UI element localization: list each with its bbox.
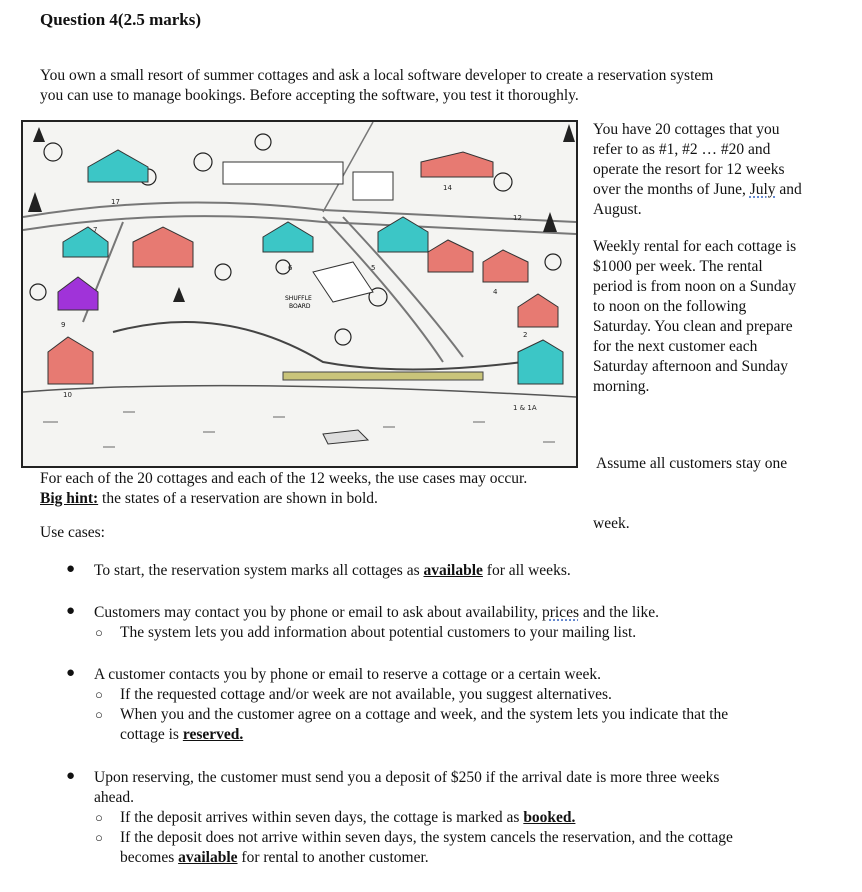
sub-bullet-circle: ○ bbox=[95, 707, 103, 722]
sub-bullet-circle: ○ bbox=[95, 830, 103, 845]
map-label-12: 12 bbox=[513, 214, 522, 222]
side-line: Weekly rental for each cottage is bbox=[593, 238, 797, 255]
side-line: Saturday. You clean and prepare bbox=[593, 318, 793, 335]
map-label-14: 14 bbox=[443, 184, 452, 192]
intro-line: you can use to manage bookings. Before accepting the software, you test it thoroughly. bbox=[40, 87, 579, 104]
side-line: Saturday afternoon and Sunday bbox=[593, 358, 788, 375]
side-line: for the next customer each bbox=[593, 338, 758, 355]
use-case-3: A customer contacts you by phone or email to reserve a cottage or a certain week. bbox=[94, 666, 601, 683]
map-label-9: 9 bbox=[61, 321, 66, 329]
sub-bullet-circle: ○ bbox=[95, 687, 103, 702]
question-title: Question 4(2.5 marks) bbox=[40, 10, 202, 29]
resort-map-image bbox=[21, 120, 578, 468]
side-line: Assume all customers stay one bbox=[593, 455, 788, 472]
bullet-dot: ● bbox=[66, 768, 76, 784]
map-label-1: 1 & 1A bbox=[513, 404, 537, 412]
after-map-paragraph bbox=[40, 469, 840, 509]
side-line: operate the resort for 12 weeks bbox=[593, 161, 785, 178]
bullet-dot: ● bbox=[66, 665, 76, 681]
spellcheck-word: prices bbox=[541, 604, 579, 621]
hint-label: Big hint: bbox=[40, 490, 99, 507]
map-label-2: 2 bbox=[523, 331, 528, 339]
intro-line: You own a small resort of summer cottages and ask a local software developer to create a reservation system bbox=[40, 67, 714, 84]
sub-bullet-circle: ○ bbox=[95, 810, 103, 825]
bullet-dot: ● bbox=[66, 603, 76, 619]
intro-paragraph bbox=[40, 66, 830, 106]
side-line: August. bbox=[593, 201, 642, 218]
side-line: week. bbox=[593, 515, 630, 532]
side-line: over the months of June, July and bbox=[593, 181, 802, 198]
sub-bullet-circle: ○ bbox=[95, 625, 103, 640]
use-case-3-sub-1: If the requested cottage and/or week are not available, you suggest alternatives. bbox=[120, 686, 612, 703]
use-cases-heading: Use cases: bbox=[40, 524, 105, 541]
bullet-dot: ● bbox=[66, 561, 76, 577]
map-label-4: 4 bbox=[493, 288, 498, 296]
map-label-6: 6 bbox=[288, 264, 293, 272]
use-case-4-sub-2: If the deposit does not arrive within seven days, the system cancels the reservation, and the cottage becomes available for rental to another customer. bbox=[120, 829, 733, 866]
side-line: $1000 per week. The rental bbox=[593, 258, 763, 275]
state-reserved: reserved. bbox=[182, 726, 244, 743]
map-label-board: BOARD bbox=[289, 303, 311, 310]
state-available: available bbox=[423, 562, 483, 579]
map-label-5: 5 bbox=[371, 264, 376, 272]
use-case-4: Upon reserving, the customer must send you a deposit of $250 if the arrival date is more three weeks ahead. bbox=[94, 769, 720, 806]
hint-line: Big hint: the states of a reservation are shown in bold. bbox=[40, 490, 378, 507]
side-line: to noon on the following bbox=[593, 298, 747, 315]
side-paragraph-2 bbox=[593, 237, 843, 397]
side-paragraph-1 bbox=[593, 120, 843, 220]
resort-map-drawing bbox=[23, 122, 576, 466]
use-case-3-sub-2: When you and the customer agree on a cottage and week, and the system lets you indicate that the cottage is reserved. bbox=[120, 706, 729, 743]
side-line: period is from noon on a Sunday bbox=[593, 278, 797, 295]
side-line: refer to as #1, #2 … #20 and bbox=[593, 141, 771, 158]
use-case-2-sub-1: The system lets you add information about potential customers to your mailing list. bbox=[120, 624, 637, 641]
map-label-10: 10 bbox=[63, 391, 72, 399]
map-label-7: 7 bbox=[93, 226, 98, 234]
map-label-shuffle: SHUFFLE bbox=[285, 295, 312, 302]
use-case-1: To start, the reservation system marks all cottages as available for all weeks. bbox=[94, 562, 571, 579]
state-available: available bbox=[178, 849, 238, 866]
side-line: morning. bbox=[593, 378, 650, 395]
use-case-4-sub-1: If the deposit arrives within seven days, the cottage is marked as booked. bbox=[120, 809, 576, 826]
spellcheck-word: July bbox=[749, 181, 776, 198]
side-line: You have 20 cottages that you bbox=[593, 121, 780, 138]
use-case-2: Customers may contact you by phone or email to ask about availability, prices and the like. bbox=[94, 604, 660, 621]
state-booked: booked. bbox=[523, 809, 576, 826]
map-label-17: 17 bbox=[111, 198, 120, 206]
after-map-line: For each of the 20 cottages and each of the 12 weeks, the use cases may occur. bbox=[40, 470, 528, 487]
